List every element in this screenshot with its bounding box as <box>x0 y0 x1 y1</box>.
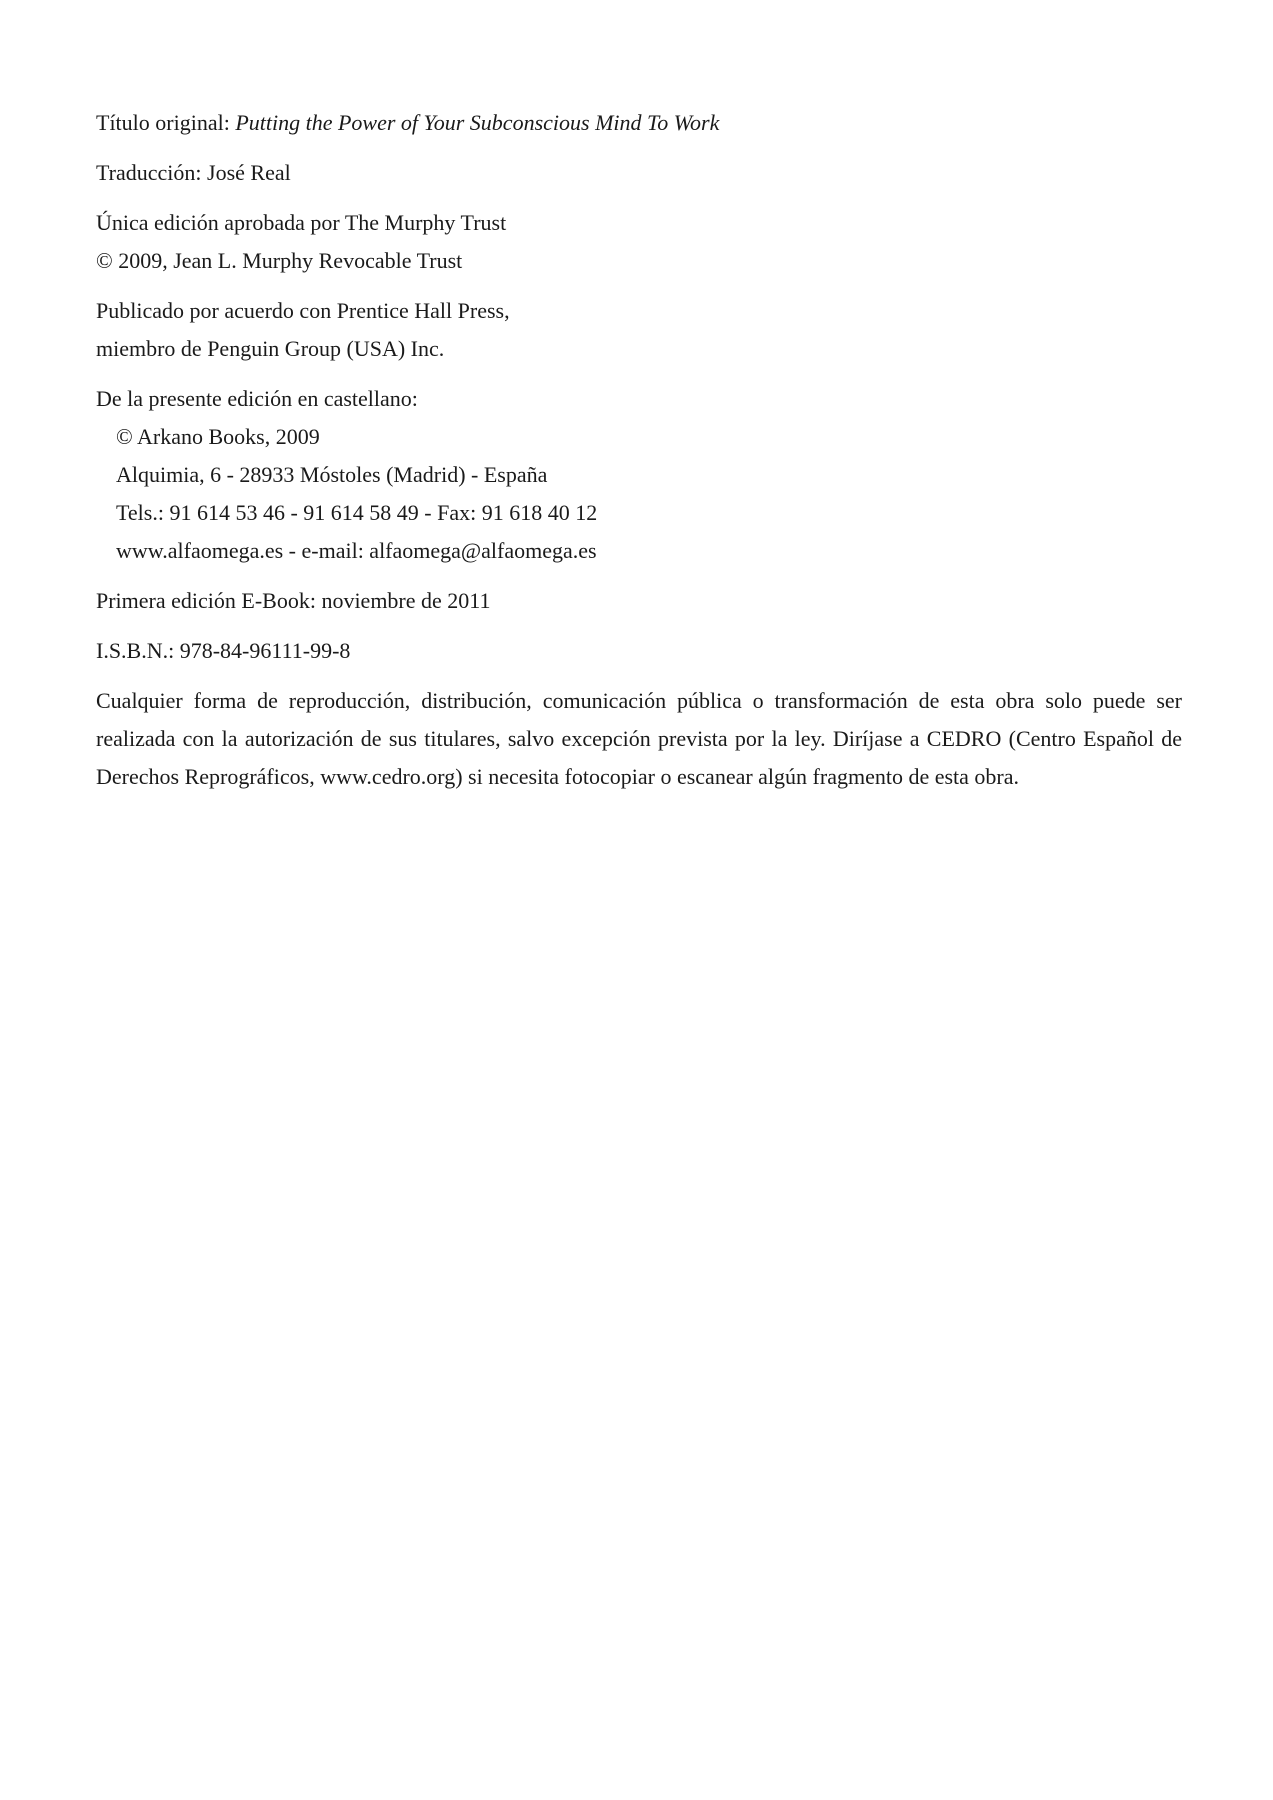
copyright-line: © 2009, Jean L. Murphy Revocable Trust <box>96 248 463 273</box>
legal-notice-block <box>96 682 1182 796</box>
publisher-web-line: www.alfaomega.es - e-mail: alfaomega@alfaomega.es <box>116 538 597 563</box>
spanish-edition-heading: De la presente edición en castellano: <box>96 386 418 411</box>
publishing-line-2: miembro de Penguin Group (USA) Inc. <box>96 336 445 361</box>
original-title-label: Título original: <box>96 110 236 135</box>
isbn-block <box>96 632 1182 670</box>
translation-block <box>96 154 1182 192</box>
first-edition-block <box>96 582 1182 620</box>
original-title-line <box>96 104 1182 142</box>
approved-edition-line: Única edición aprobada por The Murphy Trust <box>96 210 507 235</box>
edition-block <box>96 204 1182 280</box>
legal-notice-paragraph: Cualquier forma de reproducción, distribución, comunicación pública o transformación de esta obra solo puede ser realizada con la autorización de sus titulares, salvo excepción prevista por la ley. Diríjase a CEDRO (Centro Español de Derechos Reprográficos, www.cedro.org) si necesita fotocopiar o escanear algún fragmento de esta obra. <box>96 688 1182 789</box>
original-title-value: Putting the Power of Your Subconscious Mind To Work <box>235 110 720 135</box>
original-title-block <box>96 104 1182 142</box>
translation-line: Traducción: José Real <box>96 160 291 185</box>
copyright-page <box>96 104 1182 808</box>
publishing-line-1: Publicado por acuerdo con Prentice Hall Press, <box>96 298 510 323</box>
first-edition-line: Primera edición E-Book: noviembre de 2011 <box>96 588 491 613</box>
publishing-block <box>96 292 1182 368</box>
isbn-line: I.S.B.N.: 978-84-96111-99-8 <box>96 638 351 663</box>
publisher-address-line: Alquimia, 6 - 28933 Móstoles (Madrid) - España <box>116 462 548 487</box>
publisher-phones-line: Tels.: 91 614 53 46 - 91 614 58 49 - Fax: 91 618 40 12 <box>116 500 598 525</box>
spanish-publisher-line: © Arkano Books, 2009 <box>116 424 320 449</box>
spanish-edition-block <box>96 380 1182 570</box>
